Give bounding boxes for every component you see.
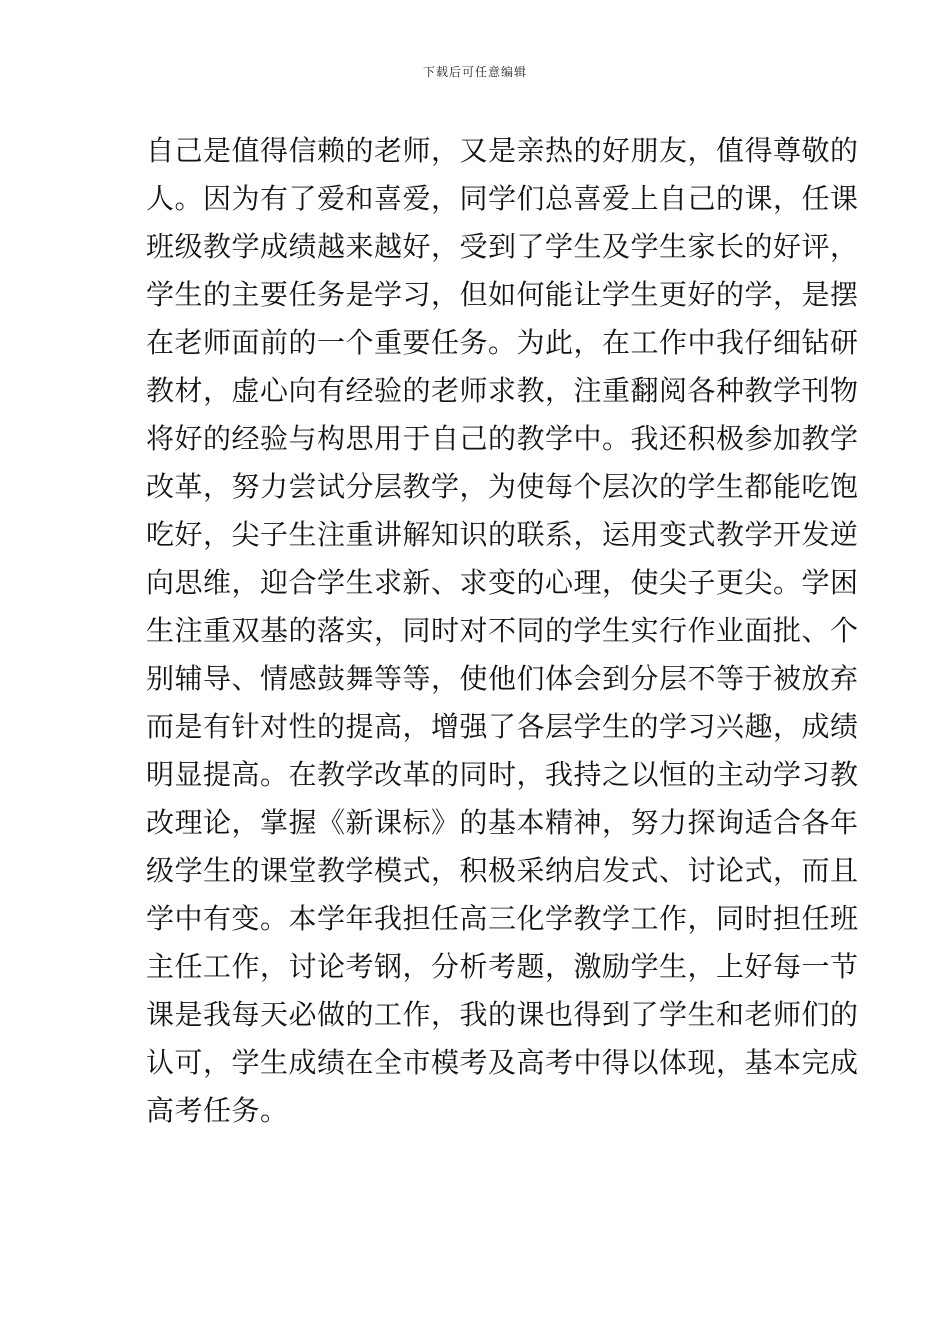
text-line-14: 明显提高。在教学改革的同时，我持之以恒的主动学习教 (146, 758, 859, 791)
text-line-6: 教材，虚心向有经验的老师求教，注重翻阅各种教学刊物 (146, 374, 859, 407)
text-line-5: 在老师面前的一个重要任务。为此，在工作中我仔细钻研 (146, 326, 859, 359)
text-line-1: 自己是值得信赖的老师，又是亲热的好朋友，值得尊敬的 (146, 134, 859, 167)
text-line-7: 将好的经验与构思用于自己的教学中。我还积极参加教学 (146, 422, 859, 455)
page-header: 下载后可任意编辑 (422, 65, 527, 79)
text-line-4: 学生的主要任务是学习，但如何能让学生更好的学，是摆 (146, 278, 859, 311)
text-line-3: 班级教学成绩越来越好，受到了学生及学生家长的好评， (146, 230, 859, 263)
text-line-12: 别辅导、情感鼓舞等等，使他们体会到分层不等于被放弃 (146, 662, 859, 695)
text-line-16: 级学生的课堂教学模式，积极采纳启发式、讨论式，而且 (146, 854, 859, 887)
text-line-15: 改理论，掌握《新课标》的基本精神，努力探询适合各年 (146, 806, 859, 839)
text-line-20: 认可，学生成绩在全市模考及高考中得以体现，基本完成 (146, 1046, 859, 1079)
text-line-10: 向思维，迎合学生求新、求变的心理，使尖子更尖。学困 (146, 566, 859, 599)
document-body (146, 127, 859, 1135)
text-line-21: 高考任务。 (146, 1094, 289, 1127)
text-line-2: 人。因为有了爱和喜爱，同学们总喜爱上自己的课，任课 (146, 182, 859, 215)
text-line-17: 学中有变。本学年我担任高三化学教学工作，同时担任班 (146, 902, 859, 935)
text-line-8: 改革，努力尝试分层教学，为使每个层次的学生都能吃饱 (146, 470, 859, 503)
text-line-11: 生注重双基的落实，同时对不同的学生实行作业面批、个 (146, 614, 859, 647)
text-line-19: 课是我每天必做的工作，我的课也得到了学生和老师们的 (146, 998, 859, 1031)
text-line-9: 吃好，尖子生注重讲解知识的联系，运用变式教学开发逆 (146, 518, 859, 551)
text-line-18: 主任工作，讨论考钢，分析考题，激励学生，上好每一节 (146, 950, 859, 983)
text-line-13: 而是有针对性的提高，增强了各层学生的学习兴趣，成绩 (146, 710, 859, 743)
